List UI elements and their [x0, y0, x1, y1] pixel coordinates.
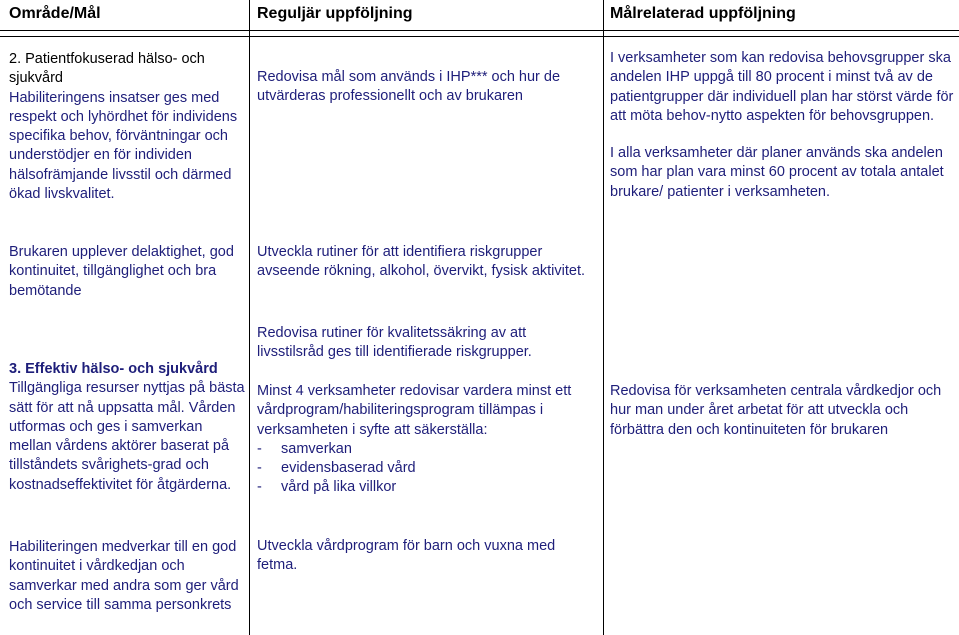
- area-3-description: Tillgängliga resurser nyttjas på bästa sätt för att nå uppsatta mål. Vården utformas och ges i samverkan mellan vårdens aktörer baserat på tillståndets svårighets-grad och kostnadseffektivitet för åtgärderna.: [9, 380, 245, 493]
- goal-row1-para1: I verksamheter som kan redovisa behovsgrupper ska andelen IHP uppgå till 80 procent i minst två av de patientgrupper där individuell plan har störst värde för att möta behov-nytto aspekten för behovsgruppen.: [610, 50, 954, 124]
- area-3-sub-block: [9, 538, 245, 615]
- dash-marker: -: [257, 440, 262, 457]
- regular-row4-item-1-text: samverkan: [281, 440, 352, 457]
- dash-marker: -: [257, 460, 262, 477]
- goal-row2: [610, 382, 955, 440]
- regular-row4: [257, 382, 597, 498]
- column-header-goal: Målrelaterad uppföljning: [610, 5, 796, 22]
- goal-row2-text: Redovisa för verksamheten centrala vårdkedjor och hur man under året arbetat för att utveckla och förbättra den och kontinuiteten för brukaren: [610, 383, 942, 438]
- regular-row2: [257, 243, 597, 282]
- regular-row4-item-2-text: evidensbaserad vård: [281, 460, 416, 477]
- regular-row4-item-3: [257, 478, 597, 497]
- row-divider: [0, 36, 959, 37]
- area-2-sub-text: Brukaren upplever delaktighet, god kontinuitet, tillgänglighet och bra bemötande: [9, 244, 234, 299]
- regular-row4-item-3-text: vård på lika villkor: [281, 479, 397, 496]
- regular-row1-text: Redovisa mål som används i IHP*** och hur de utvärderas professionellt och av brukaren: [257, 69, 561, 105]
- regular-row4-item-2: [257, 459, 597, 478]
- column-header-area: Område/Mål: [9, 5, 101, 22]
- header-underline: [0, 30, 959, 31]
- area-3-sub-text: Habiliteringen medverkar till en god kontinuitet i vårdkedjan och samverkar med andra som ger vård och service till samma personkrets: [9, 539, 239, 613]
- area-3-block: [9, 360, 245, 495]
- regular-row3-text: Redovisa rutiner för kvalitetssäkring av att livsstilsråd ges till identifierade riskgrupper.: [257, 325, 532, 361]
- dash-marker: -: [257, 479, 262, 496]
- regular-row3: [257, 324, 597, 363]
- regular-row1: [257, 68, 597, 107]
- column-divider: [249, 0, 250, 635]
- regular-row4-item-1: [257, 440, 597, 459]
- goal-row1: [610, 49, 955, 202]
- area-2-sub-block: [9, 243, 245, 301]
- regular-row2-text: Utveckla rutiner för att identifiera riskgrupper avseende rökning, alkohol, övervikt, fysisk aktivitet.: [257, 244, 586, 280]
- regular-row5-text: Utveckla vårdprogram för barn och vuxna med fetma.: [257, 538, 556, 574]
- area-3-title: 3. Effektiv hälso- och sjukvård: [9, 361, 218, 377]
- regular-row5: [257, 537, 597, 576]
- column-header-regular: Reguljär uppföljning: [257, 5, 413, 22]
- area-2-title: 2. Patientfokuserad hälso- och sjukvård: [9, 51, 205, 87]
- area-2-block: [9, 50, 245, 204]
- goal-row1-para2: I alla verksamheter där planer används ska andelen som har plan vara minst 60 procent av totala antalet brukare/ patienter i verksamheten.: [610, 145, 944, 200]
- column-divider: [603, 0, 604, 635]
- regular-row4-text: Minst 4 verksamheter redovisar vardera minst ett vårdprogram/habiliteringsprogram tillämpas i verksamheten i syfte att säkerställa:: [257, 383, 572, 438]
- area-2-description: Habiliteringens insatser ges med respekt och lyhördhet för individens specifika behov, förväntningar och understödjer en för individen hälsofrämjande livsstil och därmed ökad livskvalitet.: [9, 89, 238, 203]
